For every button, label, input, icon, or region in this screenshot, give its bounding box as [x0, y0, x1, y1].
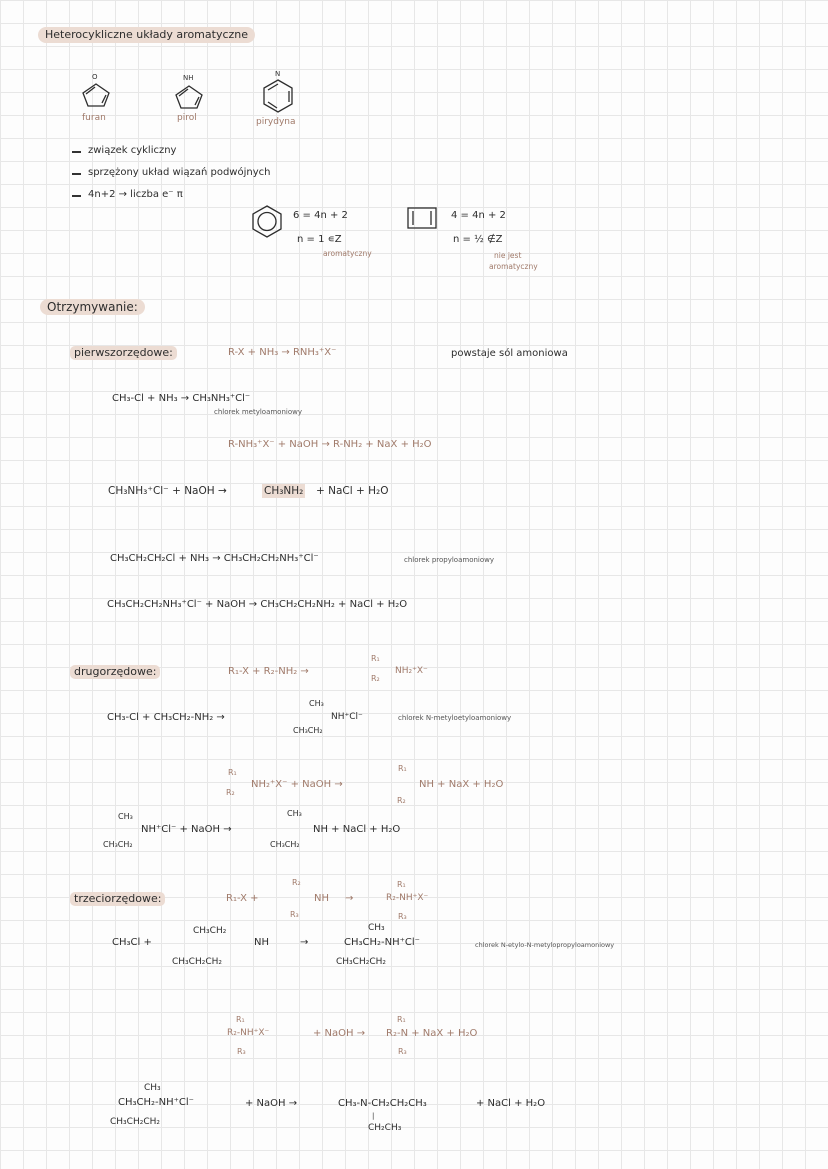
pyridine-atom: N	[275, 70, 281, 78]
secondary-general-product: NH₂⁺X⁻	[395, 666, 428, 676]
tertiary-g2-r3: R₃	[237, 1047, 246, 1056]
cyclobutadiene-equation: 4 = 4n + 2	[451, 210, 506, 221]
secondary-r2-b1: CH₃	[287, 809, 302, 818]
furan-atom: O	[92, 73, 98, 81]
primary-reaction-2-left: CH₃NH₃⁺Cl⁻ + NaOH →	[108, 485, 227, 497]
secondary-reaction-1-c: NH⁺Cl⁻	[331, 712, 363, 722]
label-tertiary: trzeciorzędowe:	[70, 892, 165, 906]
pyrrole-ring-icon	[173, 80, 207, 110]
primary-reaction-1: CH₃-Cl + NH₃ → CH₃NH₃⁺Cl⁻	[112, 393, 251, 404]
secondary-r2-a1: CH₃	[118, 812, 133, 821]
tertiary-r2-right: + NaCl + H₂O	[476, 1098, 546, 1109]
secondary-g2-mid: NH₂⁺X⁻ + NaOH →	[251, 779, 343, 790]
tertiary-general-r3: R₃	[290, 910, 299, 919]
tertiary-r1-arrow: →	[300, 937, 309, 948]
secondary-reaction-1-b: CH₃CH₂	[293, 726, 323, 735]
primary-reaction-3-name: chlorek propyloamoniowy	[404, 556, 495, 564]
primary-general-reaction: R-X + NH₃ → RNH₃⁺X⁻	[228, 347, 337, 358]
cyclobutadiene-note: aromatyczny	[489, 262, 538, 271]
secondary-general-r2: R₂	[371, 674, 380, 683]
label-secondary: drugorzędowe:	[70, 665, 160, 679]
tertiary-r2-product: CH₃-N-CH₂CH₂CH₃	[338, 1098, 427, 1109]
primary-reaction-2-product: CH₃NH₂	[264, 485, 304, 497]
section-title-otrzymywanie: Otrzymywanie:	[40, 299, 145, 315]
primary-reaction-2-right: + NaCl + H₂O	[316, 485, 389, 497]
bullet-item: związek cykliczny	[88, 145, 177, 156]
furan-ring-icon	[80, 78, 114, 108]
tertiary-g2-r1: R₁	[236, 1015, 245, 1024]
tertiary-general-nh: NH	[314, 893, 329, 904]
section-title-heterocycles: Heterocykliczne układy aromatyczne	[38, 27, 255, 43]
tertiary-general-r2: R₂	[292, 878, 301, 887]
secondary-g2-right: NH + NaX + H₂O	[419, 779, 504, 790]
tertiary-r1-left: CH₃Cl +	[112, 937, 152, 948]
secondary-general-left: R₁-X + R₂-NH₂ →	[228, 666, 309, 677]
pyridine-name: pirydyna	[256, 117, 296, 127]
tertiary-r2-mid: CH₃CH₂-NH⁺Cl⁻	[118, 1097, 194, 1108]
tertiary-r1-a2: CH₃CH₂CH₂	[172, 957, 222, 967]
tertiary-g2-p-r3: R₃	[398, 1047, 407, 1056]
tertiary-r2-naoh: + NaOH →	[245, 1098, 298, 1109]
tertiary-general-p-mid: R₂-NH⁺X⁻	[386, 893, 429, 903]
secondary-g2-r1: R₁	[228, 768, 237, 777]
tertiary-r2-top: CH₃	[144, 1083, 161, 1093]
secondary-r2-b2: CH₃CH₂	[270, 840, 300, 849]
tertiary-g2-naoh: + NaOH →	[313, 1028, 366, 1039]
tertiary-r2-product-bot: CH₂CH₃	[368, 1123, 402, 1133]
secondary-reaction-1-name: chlorek N-metyloetyloamoniowy	[398, 714, 512, 722]
tertiary-r2-bond: |	[372, 1112, 375, 1120]
secondary-reaction-1-left: CH₃-Cl + CH₃CH₂-NH₂ →	[107, 712, 225, 723]
tertiary-general-p-r3: R₃	[398, 912, 407, 921]
tertiary-g2-mid: R₂-NH⁺X⁻	[227, 1028, 270, 1038]
pyrrole-name: pirol	[177, 113, 197, 123]
bullet-dash	[72, 173, 81, 175]
tertiary-g2-p-r1: R₁	[397, 1015, 406, 1024]
tertiary-general-arrow: →	[345, 893, 354, 904]
cyclobutadiene-note: nie jest	[494, 251, 522, 260]
secondary-reaction-1-a: CH₃	[309, 699, 324, 708]
primary-reaction-1-name: chlorek metyloamoniowy	[214, 408, 302, 416]
pyrrole-atom: NH	[183, 74, 194, 82]
bullet-item: sprzężony układ wiązań podwójnych	[88, 167, 271, 178]
tertiary-r2-bot: CH₃CH₂CH₂	[110, 1117, 160, 1127]
benzene-equation: 6 = 4n + 2	[293, 210, 348, 221]
tertiary-r1-p-mid: CH₃CH₂-NH⁺Cl⁻	[344, 937, 420, 948]
secondary-g2-r2: R₂	[226, 788, 235, 797]
primary-reaction-4: CH₃CH₂CH₂NH₃⁺Cl⁻ + NaOH → CH₃CH₂CH₂NH₂ + NaCl + H₂O	[107, 599, 408, 610]
bullet-dash	[72, 195, 81, 197]
tertiary-r1-nh: NH	[254, 937, 269, 948]
tertiary-r1-name: chlorek N-etylo-N-metylopropyloamoniowy	[475, 941, 615, 949]
tertiary-r1-a1: CH₃CH₂	[193, 926, 227, 936]
furan-name: furan	[82, 113, 106, 123]
tertiary-general-p-r1: R₁	[397, 880, 406, 889]
secondary-g2-p2: R₂	[397, 796, 406, 805]
tertiary-general-left: R₁-X +	[226, 893, 259, 904]
benzene-n: n = 1 ∊Z	[297, 234, 342, 245]
tertiary-g2-p-mid: R₂-N + NaX + H₂O	[386, 1028, 478, 1039]
bullet-item: 4n+2 → liczba e⁻ π	[88, 189, 183, 200]
cyclobutadiene-ring-icon	[406, 206, 438, 230]
pyridine-ring-icon	[260, 78, 296, 114]
benzene-note: aromatyczny	[323, 249, 372, 258]
primary-general-reaction-2: R-NH₃⁺X⁻ + NaOH → R-NH₂ + NaX + H₂O	[228, 439, 432, 450]
secondary-r2-mid: NH⁺Cl⁻ + NaOH →	[141, 824, 232, 835]
secondary-general-r1: R₁	[371, 654, 380, 663]
secondary-r2-a2: CH₃CH₂	[103, 840, 133, 849]
cyclobutadiene-n: n = ½ ∉Z	[453, 234, 503, 245]
secondary-g2-p1: R₁	[398, 764, 407, 773]
tertiary-r1-p-top: CH₃	[368, 923, 385, 933]
bullet-dash	[72, 151, 81, 153]
primary-reaction-3: CH₃CH₂CH₂Cl + NH₃ → CH₃CH₂CH₂NH₃⁺Cl⁻	[110, 553, 319, 564]
secondary-r2-right: NH + NaCl + H₂O	[313, 824, 401, 835]
benzene-ring-icon	[250, 204, 284, 238]
label-primary: pierwszorzędowe:	[70, 346, 177, 360]
tertiary-r1-p-bot: CH₃CH₂CH₂	[336, 957, 386, 967]
primary-note: powstaje sól amoniowa	[451, 348, 568, 359]
